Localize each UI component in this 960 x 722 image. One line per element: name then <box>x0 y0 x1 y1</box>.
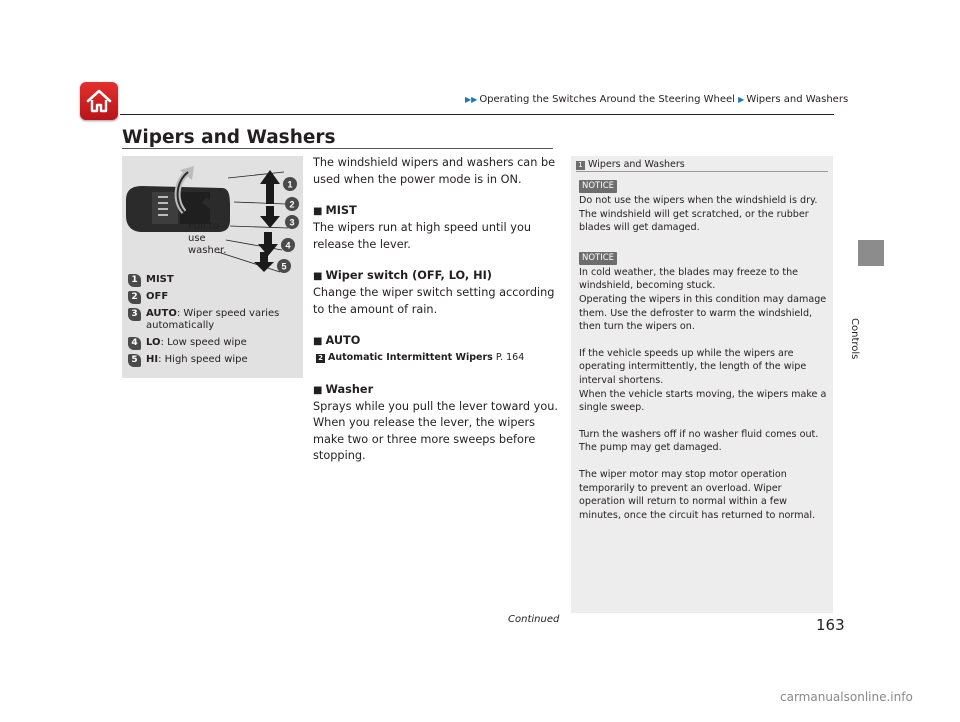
notice-text: Operating the wipers in this condition may damage them. Use the defroster to warm the windshield, then turn the wipers on. <box>579 293 827 333</box>
svg-text:1: 1 <box>287 179 293 190</box>
legend-item-hi <box>128 354 298 366</box>
legend-label: OFF <box>146 291 169 302</box>
cross-reference-link[interactable]: 2 Automatic Intermittent Wipers P. 164 <box>313 350 558 367</box>
page-title: Wipers and Washers <box>122 127 336 148</box>
section-heading-mist: ■ MIST <box>313 204 357 217</box>
sidebar-paragraph: The wiper motor may stop motor operation temporarily to prevent an overload. Wiper operation will return to normal within a few minutes, once the circuit has returned to normal. <box>579 468 816 521</box>
legend-label: MIST <box>146 274 174 285</box>
legend-label: AUTO <box>146 308 177 319</box>
watermark: carmanualsonline.info <box>780 690 913 704</box>
page-number: 163 <box>816 616 845 634</box>
svg-text:2: 2 <box>289 199 295 210</box>
notes-sidebar <box>571 156 833 613</box>
callout-2 <box>285 197 299 211</box>
callout-1 <box>283 177 297 191</box>
legend-item-lo <box>128 337 298 349</box>
svg-text:4: 4 <box>285 240 291 251</box>
main-text-column <box>313 155 558 465</box>
legend-label: HI <box>146 354 159 365</box>
title-rule <box>122 148 553 149</box>
svg-text:3: 3 <box>289 217 295 228</box>
section-heading-wiper-switch: ■ Wiper switch (OFF, LO, HI) <box>313 269 492 282</box>
square-bullet-icon: ■ <box>313 206 323 217</box>
legend-number-badge: 3 <box>128 308 141 321</box>
sidebar-paragraph: Turn the washers off if no washer fluid comes out. The pump may get damaged. <box>579 428 819 454</box>
section-tab-label: Controls <box>849 318 860 360</box>
section-text-mist: The wipers run at high speed until you release the lever. <box>313 221 532 251</box>
legend-number-badge: 5 <box>128 354 141 367</box>
legend-number-badge: 2 <box>128 291 141 304</box>
svg-text:5: 5 <box>281 261 287 272</box>
cross-reference-icon: 2 <box>316 354 325 363</box>
sidebar-paragraph: When the vehicle starts moving, the wipers make a single sweep. <box>579 388 827 414</box>
figure-legend <box>128 274 298 371</box>
legend-desc: : Low speed wipe <box>160 337 247 348</box>
notice-badge: NOTICE <box>579 180 617 193</box>
section-heading-washer: ■ Washer <box>313 382 374 396</box>
legend-label: LO <box>146 337 161 348</box>
sidebar-paragraph: If the vehicle speeds up while the wipers are operating intermittently, the length of the wipe interval shortens. <box>579 347 807 386</box>
note-icon: 1 <box>576 161 585 170</box>
breadcrumb-arrow-icon: ▶▶ <box>465 95 478 104</box>
notice-badge: NOTICE <box>579 252 617 265</box>
home-button[interactable] <box>80 82 118 120</box>
legend-number-badge: 1 <box>128 274 141 287</box>
square-bullet-icon: ■ <box>313 384 323 396</box>
section-text-washer: Sprays while you pull the lever toward you. When you release the lever, the wipers make two or three more sweeps before stopping. <box>313 399 558 462</box>
breadcrumb-item[interactable]: Wipers and Washers <box>746 94 849 105</box>
breadcrumb-item[interactable]: Operating the Switches Around the Steering Wheel <box>479 94 735 105</box>
legend-number-badge: 4 <box>128 337 141 350</box>
home-icon <box>85 87 113 115</box>
notice-text: Do not use the wipers when the windshield is dry. The windshield will get scratched, or the rubber blades will get damaged. <box>579 195 818 234</box>
section-text-wiper-switch: Change the wiper switch setting according to the amount of rain. <box>313 286 555 316</box>
pull-to-use-washer-label: Pull to use washer. <box>188 221 227 256</box>
legend-item-mist <box>128 274 298 286</box>
square-bullet-icon: ■ <box>313 336 323 347</box>
legend-desc: : Wiper speed varies automatically <box>146 308 280 331</box>
notice-text: In cold weather, the blades may freeze to the windshield, becoming stuck. <box>579 266 799 292</box>
callout-5 <box>277 259 291 273</box>
breadcrumb-arrow-icon: ▶ <box>738 95 745 104</box>
callout-3 <box>285 215 299 229</box>
continued-label: Continued <box>508 614 560 625</box>
legend-item-off <box>128 291 298 303</box>
breadcrumb <box>465 94 848 105</box>
wiper-lever-figure <box>122 156 303 378</box>
legend-desc: : High speed wipe <box>158 354 248 365</box>
sidebar-content <box>579 178 829 522</box>
legend-item-auto <box>128 308 298 332</box>
sidebar-heading: 1 Wipers and Washers <box>576 159 685 170</box>
square-bullet-icon: ■ <box>313 271 323 282</box>
sidebar-rule <box>576 171 828 172</box>
callout-4 <box>281 238 295 252</box>
section-tab-marker <box>858 240 884 266</box>
header-rule <box>120 114 834 115</box>
intro-paragraph: The windshield wipers and washers can be used when the power mode is in ON. <box>313 156 556 186</box>
section-heading-auto: ■ AUTO <box>313 334 361 347</box>
